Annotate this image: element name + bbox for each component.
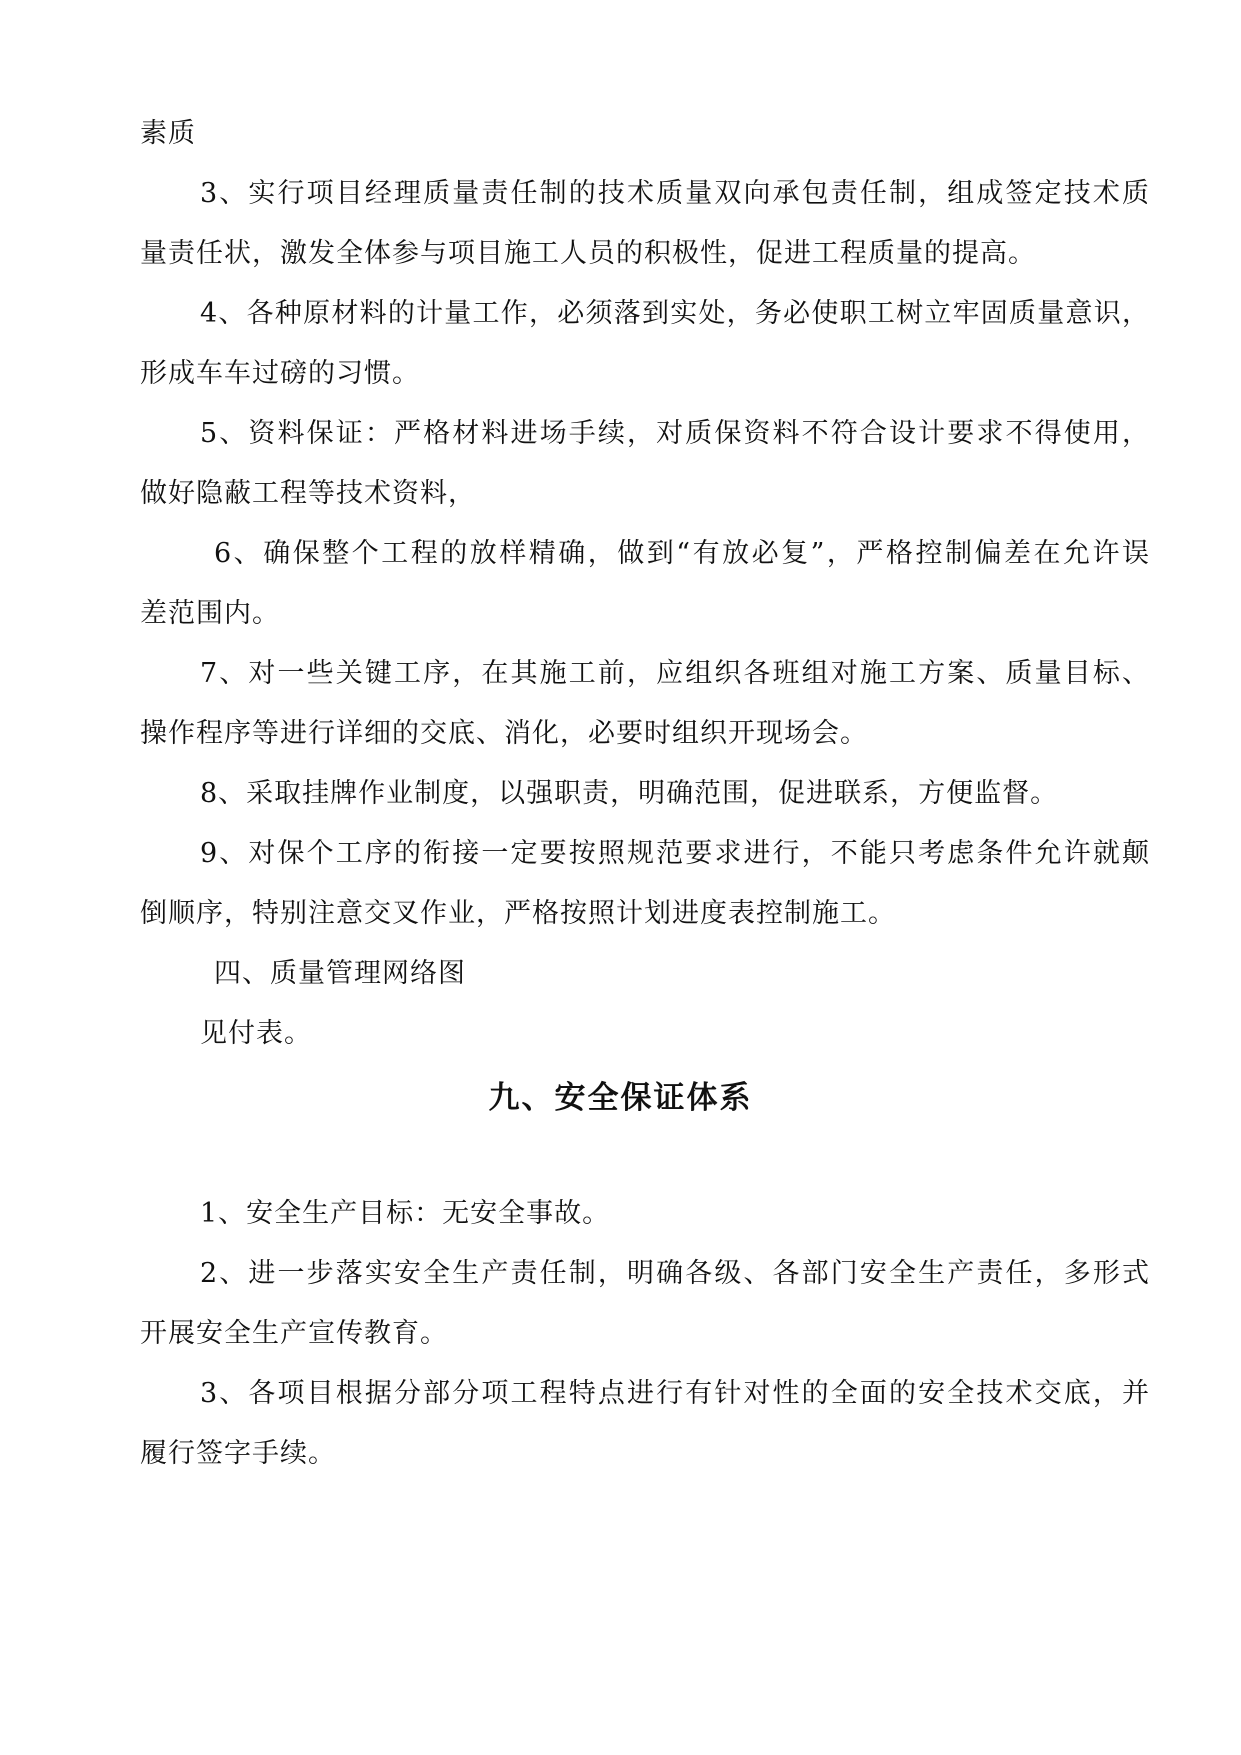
text-line: 1、安全生产目标：无安全事故。 xyxy=(200,1198,611,1229)
section-heading: 九、安全保证体系 xyxy=(488,1080,753,1116)
text-line: 4、各种原材料的计量工作，必须落到实处，务必使职工树立牢固质量意识， xyxy=(200,298,1150,329)
text-line: 见付表。 xyxy=(200,1018,312,1049)
subheading: 四、质量管理网络图 xyxy=(214,958,466,989)
text-line: 8、采取挂牌作业制度，以强职责，明确范围，促进联系，方便监督。 xyxy=(200,778,1059,809)
text-line: 倒顺序，特别注意交叉作业，严格按照计划进度表控制施工。 xyxy=(140,898,896,929)
text-line: 5、资料保证：严格材料进场手续，对质保资料不符合设计要求不得使用， xyxy=(200,418,1150,449)
text-line: 差范围内。 xyxy=(140,598,280,629)
text-line: 做好隐蔽工程等技术资料， xyxy=(140,478,476,509)
text-line: 操作程序等进行详细的交底、消化，必要时组织开现场会。 xyxy=(140,718,868,749)
text-line: 形成车车过磅的习惯。 xyxy=(140,358,420,389)
text-line: 6、确保整个工程的放样精确，做到“有放必复”，严格控制偏差在允许误 xyxy=(214,538,1150,569)
text-line: 3、各项目根据分部分项工程特点进行有针对性的全面的安全技术交底，并 xyxy=(200,1378,1150,1409)
text-line: 素质 xyxy=(140,118,196,149)
text-line: 2、进一步落实安全生产责任制，明确各级、各部门安全生产责任，多形式 xyxy=(200,1258,1150,1289)
text-line: 7、对一些关键工序，在其施工前，应组织各班组对施工方案、质量目标、 xyxy=(200,658,1150,689)
text-line: 9、对保个工序的衔接一定要按照规范要求进行，不能只考虑条件允许就颠 xyxy=(200,838,1150,869)
text-line: 3、实行项目经理质量责任制的技术质量双向承包责任制，组成签定技术质 xyxy=(200,178,1150,209)
text-line: 开展安全生产宣传教育。 xyxy=(140,1318,448,1349)
text-line: 履行签字手续。 xyxy=(140,1438,336,1469)
text-line: 量责任状，激发全体参与项目施工人员的积极性，促进工程质量的提高。 xyxy=(140,238,1036,269)
